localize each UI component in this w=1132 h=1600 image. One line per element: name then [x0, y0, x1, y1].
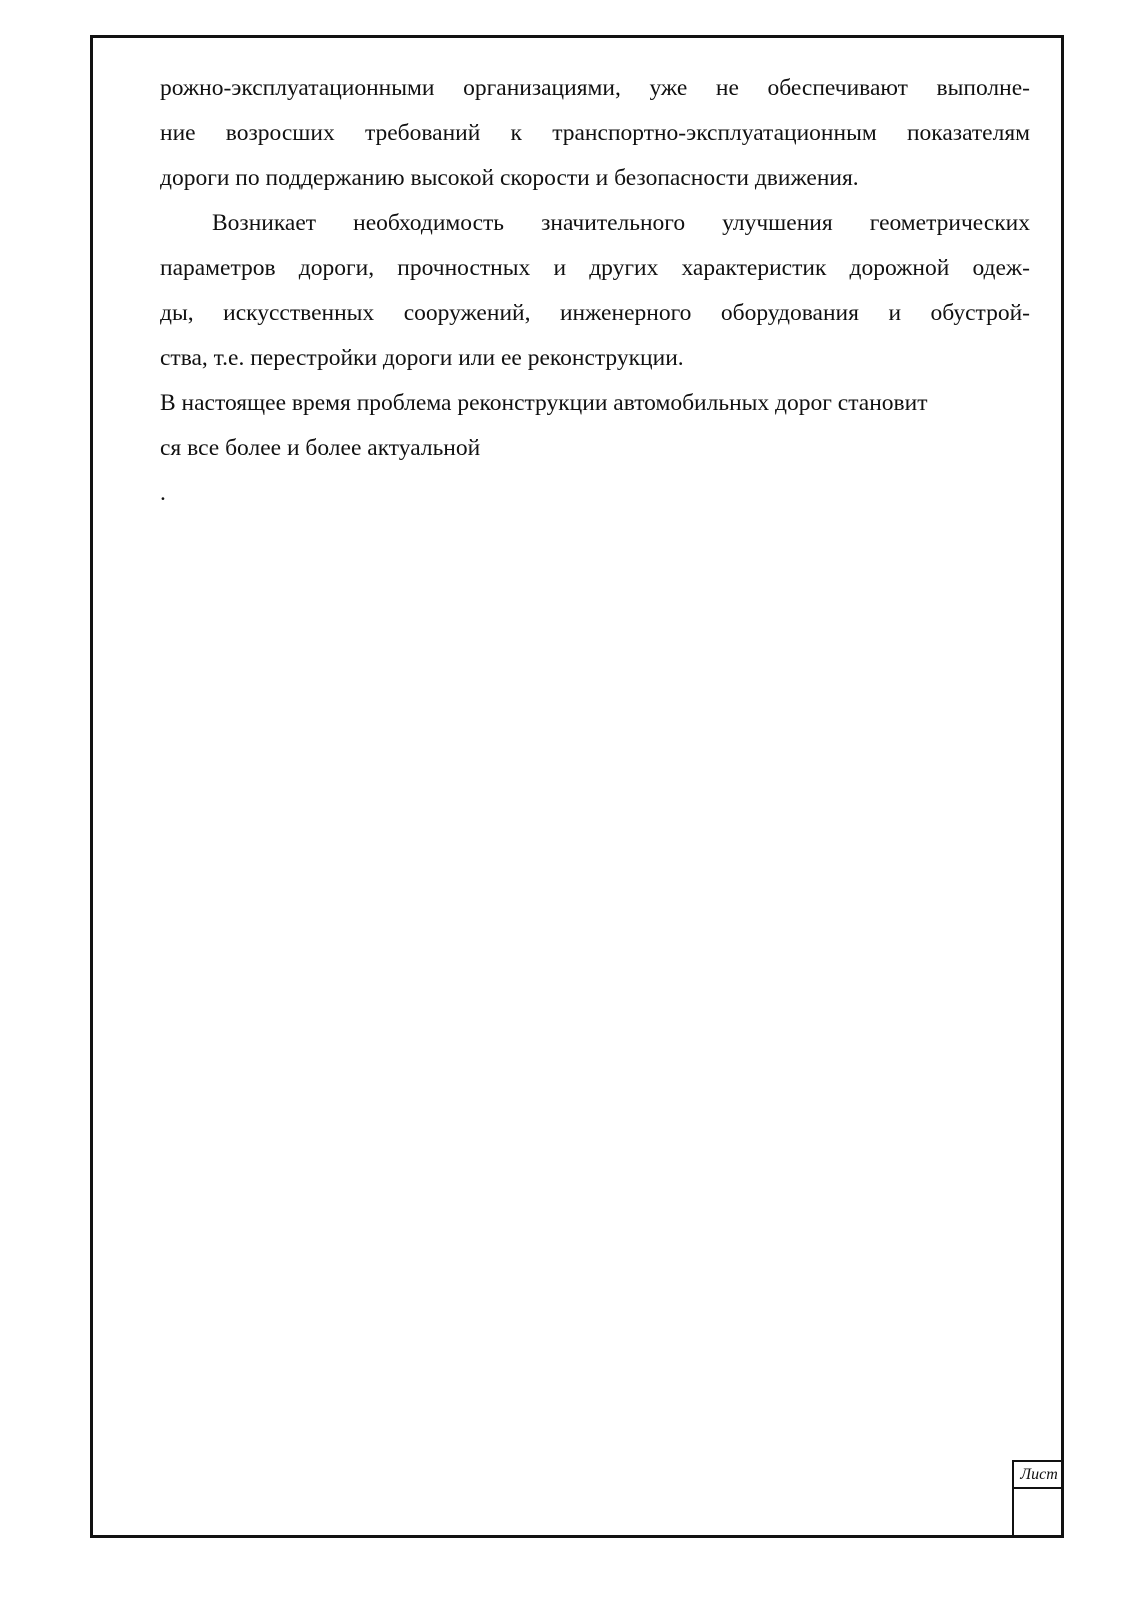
sheet-stamp: [1012, 1460, 1064, 1538]
text-line: ся все более и более актуальной: [160, 435, 481, 461]
document-body: [160, 66, 1030, 516]
text-line: ства, т.е. перестройки дороги или ее реконструкции.: [160, 345, 684, 371]
paragraph-reconstruction-need: [160, 201, 1030, 381]
trailing-dot: .: [160, 480, 166, 506]
text-line: параметров дороги, прочностных и других характеристик дорожной одеж-: [160, 255, 1030, 281]
text-line: ние возросших требований к транспортно-эксплуатационным показателям: [160, 120, 1030, 146]
text-line: ды, искусственных сооружений, инженерного оборудования и обустрой-: [160, 300, 1030, 326]
text-line: Возникает необходимость значительного улучшения геометрических: [212, 210, 1030, 236]
sheet-label: Лист: [1014, 1462, 1064, 1489]
text-line: дороги по поддержанию высокой скорости и безопасности движения.: [160, 165, 859, 191]
paragraph-relevance: [160, 381, 1030, 516]
text-line: рожно-эксплуатационными организациями, уже не обеспечивают выполне-: [160, 75, 1030, 101]
sheet-number: [1014, 1489, 1064, 1538]
paragraph-continuation: [160, 66, 1030, 201]
text-line: В настоящее время проблема реконструкции автомобильных дорог становит: [160, 390, 928, 416]
